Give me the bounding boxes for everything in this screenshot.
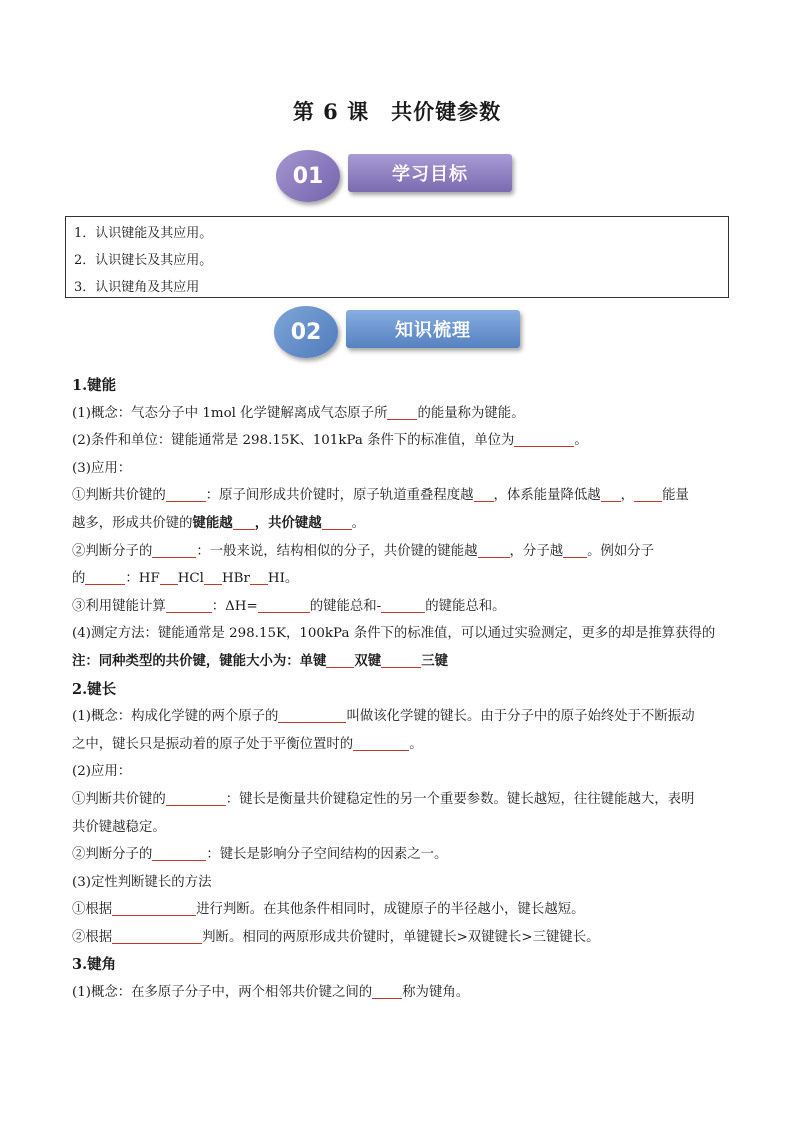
text: ②判断分子的 (72, 543, 153, 559)
section-heading: 2.键长 (72, 680, 117, 698)
text-line (72, 538, 728, 566)
fill-blank[interactable] (326, 651, 354, 668)
text: ，分子越 (509, 543, 564, 559)
goal-item: 2．认识键长及其应用。 (74, 253, 213, 268)
fill-blank[interactable] (250, 568, 268, 585)
text: 的键能总和。 (425, 598, 506, 614)
text: (2)条件和单位：键能通常是 298.15K、101kPa 条件下的标准值，单位为 (72, 433, 515, 449)
bold-text: ，共价键越 (254, 514, 322, 531)
text: ：一般来说，结构相似的分子，共价键的键能越 (196, 543, 478, 559)
text-line (72, 841, 728, 869)
fill-blank[interactable] (372, 982, 402, 999)
text: HCl (177, 571, 204, 587)
fill-blank[interactable] (166, 485, 206, 502)
text: (1)概念：气态分子中 1mol 化学键解离成气态原子所 (72, 405, 388, 421)
text-line (72, 510, 728, 538)
text-line (72, 565, 728, 593)
knowledge-content (72, 372, 728, 1007)
section-banner-label: 知识梳理 (346, 310, 520, 348)
text-line (72, 400, 728, 428)
text: ：HF (125, 571, 160, 587)
fill-blank[interactable] (381, 651, 421, 668)
text: (1)概念：在多原子分子中，两个相邻共价键之间的 (72, 985, 373, 1001)
fill-blank[interactable] (601, 485, 621, 502)
fill-blank[interactable] (152, 844, 206, 861)
text: 的 (72, 571, 86, 587)
section-number-badge: 02 (274, 306, 338, 358)
text-line (72, 703, 728, 731)
text-line (72, 482, 728, 510)
section-banner-label: 学习目标 (348, 154, 512, 192)
fill-blank[interactable] (353, 734, 409, 751)
text: ①判断共价键的 (72, 488, 166, 504)
text: 叫做该化学键的键长。由于分子中的原子始终处于不断振动 (346, 709, 695, 725)
fill-blank[interactable] (322, 513, 352, 530)
text-line (72, 979, 728, 1007)
text-line: (2)应用： (72, 764, 132, 780)
section-heading: 1.键能 (72, 377, 117, 394)
text: 。 (351, 515, 366, 531)
fill-blank[interactable] (112, 927, 202, 944)
text: 的键能总和- (309, 598, 382, 614)
fill-blank[interactable] (112, 899, 196, 916)
text: HBr (221, 571, 250, 587)
text: ①判断共价键的 (72, 791, 166, 807)
text-line (72, 786, 728, 814)
text-line (72, 648, 728, 676)
text: 。 (409, 736, 423, 752)
fill-blank[interactable] (381, 596, 425, 613)
section-banner-knowledge (274, 306, 524, 358)
text: 判断。相同的两原形成共价键时，单键键长>双键键长>三键键长。 (202, 929, 600, 945)
text: (1)概念：构成化学键的两个原子的 (72, 709, 279, 725)
bold-text: 键能越 (192, 514, 233, 531)
fill-blank[interactable] (634, 485, 662, 502)
fill-blank[interactable] (258, 596, 310, 613)
text: ：键长是衡量共价键稳定性的另一个重要参数。键长越短，往往键能越大，表明 (225, 791, 695, 807)
text: ，体系能量降低越 (493, 488, 601, 504)
text: 越多，形成共价键的 (72, 515, 193, 531)
text-line: (3)应用： (72, 460, 132, 476)
text: ：原子间形成共价键时，原子轨道重叠程度越 (205, 488, 474, 504)
bold-text: 注：同种类型的共价键，键能大小为：单键 (72, 652, 327, 669)
text-line: 共价键越稳定。 (72, 819, 166, 835)
fill-blank[interactable] (85, 568, 125, 585)
text: HI。 (267, 571, 299, 587)
text-line: (3)定性判断键长的方法 (72, 874, 212, 890)
fill-blank[interactable] (152, 541, 196, 558)
goal-item: 3．认识键角及其应用 (74, 280, 200, 295)
fill-blank[interactable] (166, 789, 226, 806)
text: ：键长是影响分子空间结构的因素之一。 (206, 847, 448, 863)
text: 。例如分子 (587, 543, 655, 559)
bold-text: 三键 (421, 652, 448, 669)
text-line: (4)测定方法：键能通常是 298.15K，100kPa 条件下的标准值，可以通过实验测定，更多的却是推算获得的 (72, 626, 716, 642)
text: ②根据 (72, 929, 113, 945)
text: 能量 (662, 488, 689, 504)
text: ， (620, 488, 635, 504)
text-line (72, 731, 728, 759)
text: 称为键角。 (402, 985, 470, 1001)
learning-goals-box (65, 216, 729, 298)
text: ②判断分子的 (72, 847, 153, 863)
section-banner-goals (276, 150, 516, 202)
goal-item: 1．认识键能及其应用。 (74, 226, 213, 241)
fill-blank[interactable] (474, 485, 494, 502)
text: 的能量称为键能。 (417, 405, 525, 421)
section-heading: 3.键角 (72, 956, 117, 974)
text: ①根据 (72, 902, 113, 918)
text: 进行判断。在其他条件相同时，成键原子的半径越小，键长越短。 (196, 902, 585, 918)
bold-text: 双键 (354, 652, 382, 669)
fill-blank[interactable] (387, 403, 417, 420)
text: 之中，键长只是振动着的原子处于平衡位置时的 (72, 736, 354, 752)
text: 。 (574, 433, 588, 449)
fill-blank[interactable] (563, 541, 587, 558)
text: ③利用键能计算 (72, 598, 166, 614)
text-line (72, 896, 728, 924)
text-line (72, 427, 728, 455)
section-number-badge: 01 (276, 150, 340, 202)
fill-blank[interactable] (166, 596, 212, 613)
page-title: 第 6 课 共价键参数 (292, 99, 502, 124)
fill-blank[interactable] (204, 568, 222, 585)
text-line (72, 593, 728, 621)
fill-blank[interactable] (160, 568, 178, 585)
text-line (72, 924, 728, 952)
fill-blank[interactable] (233, 513, 255, 530)
fill-blank[interactable] (514, 430, 574, 447)
fill-blank[interactable] (278, 706, 346, 723)
text: ：ΔH= (211, 598, 258, 614)
fill-blank[interactable] (478, 541, 510, 558)
